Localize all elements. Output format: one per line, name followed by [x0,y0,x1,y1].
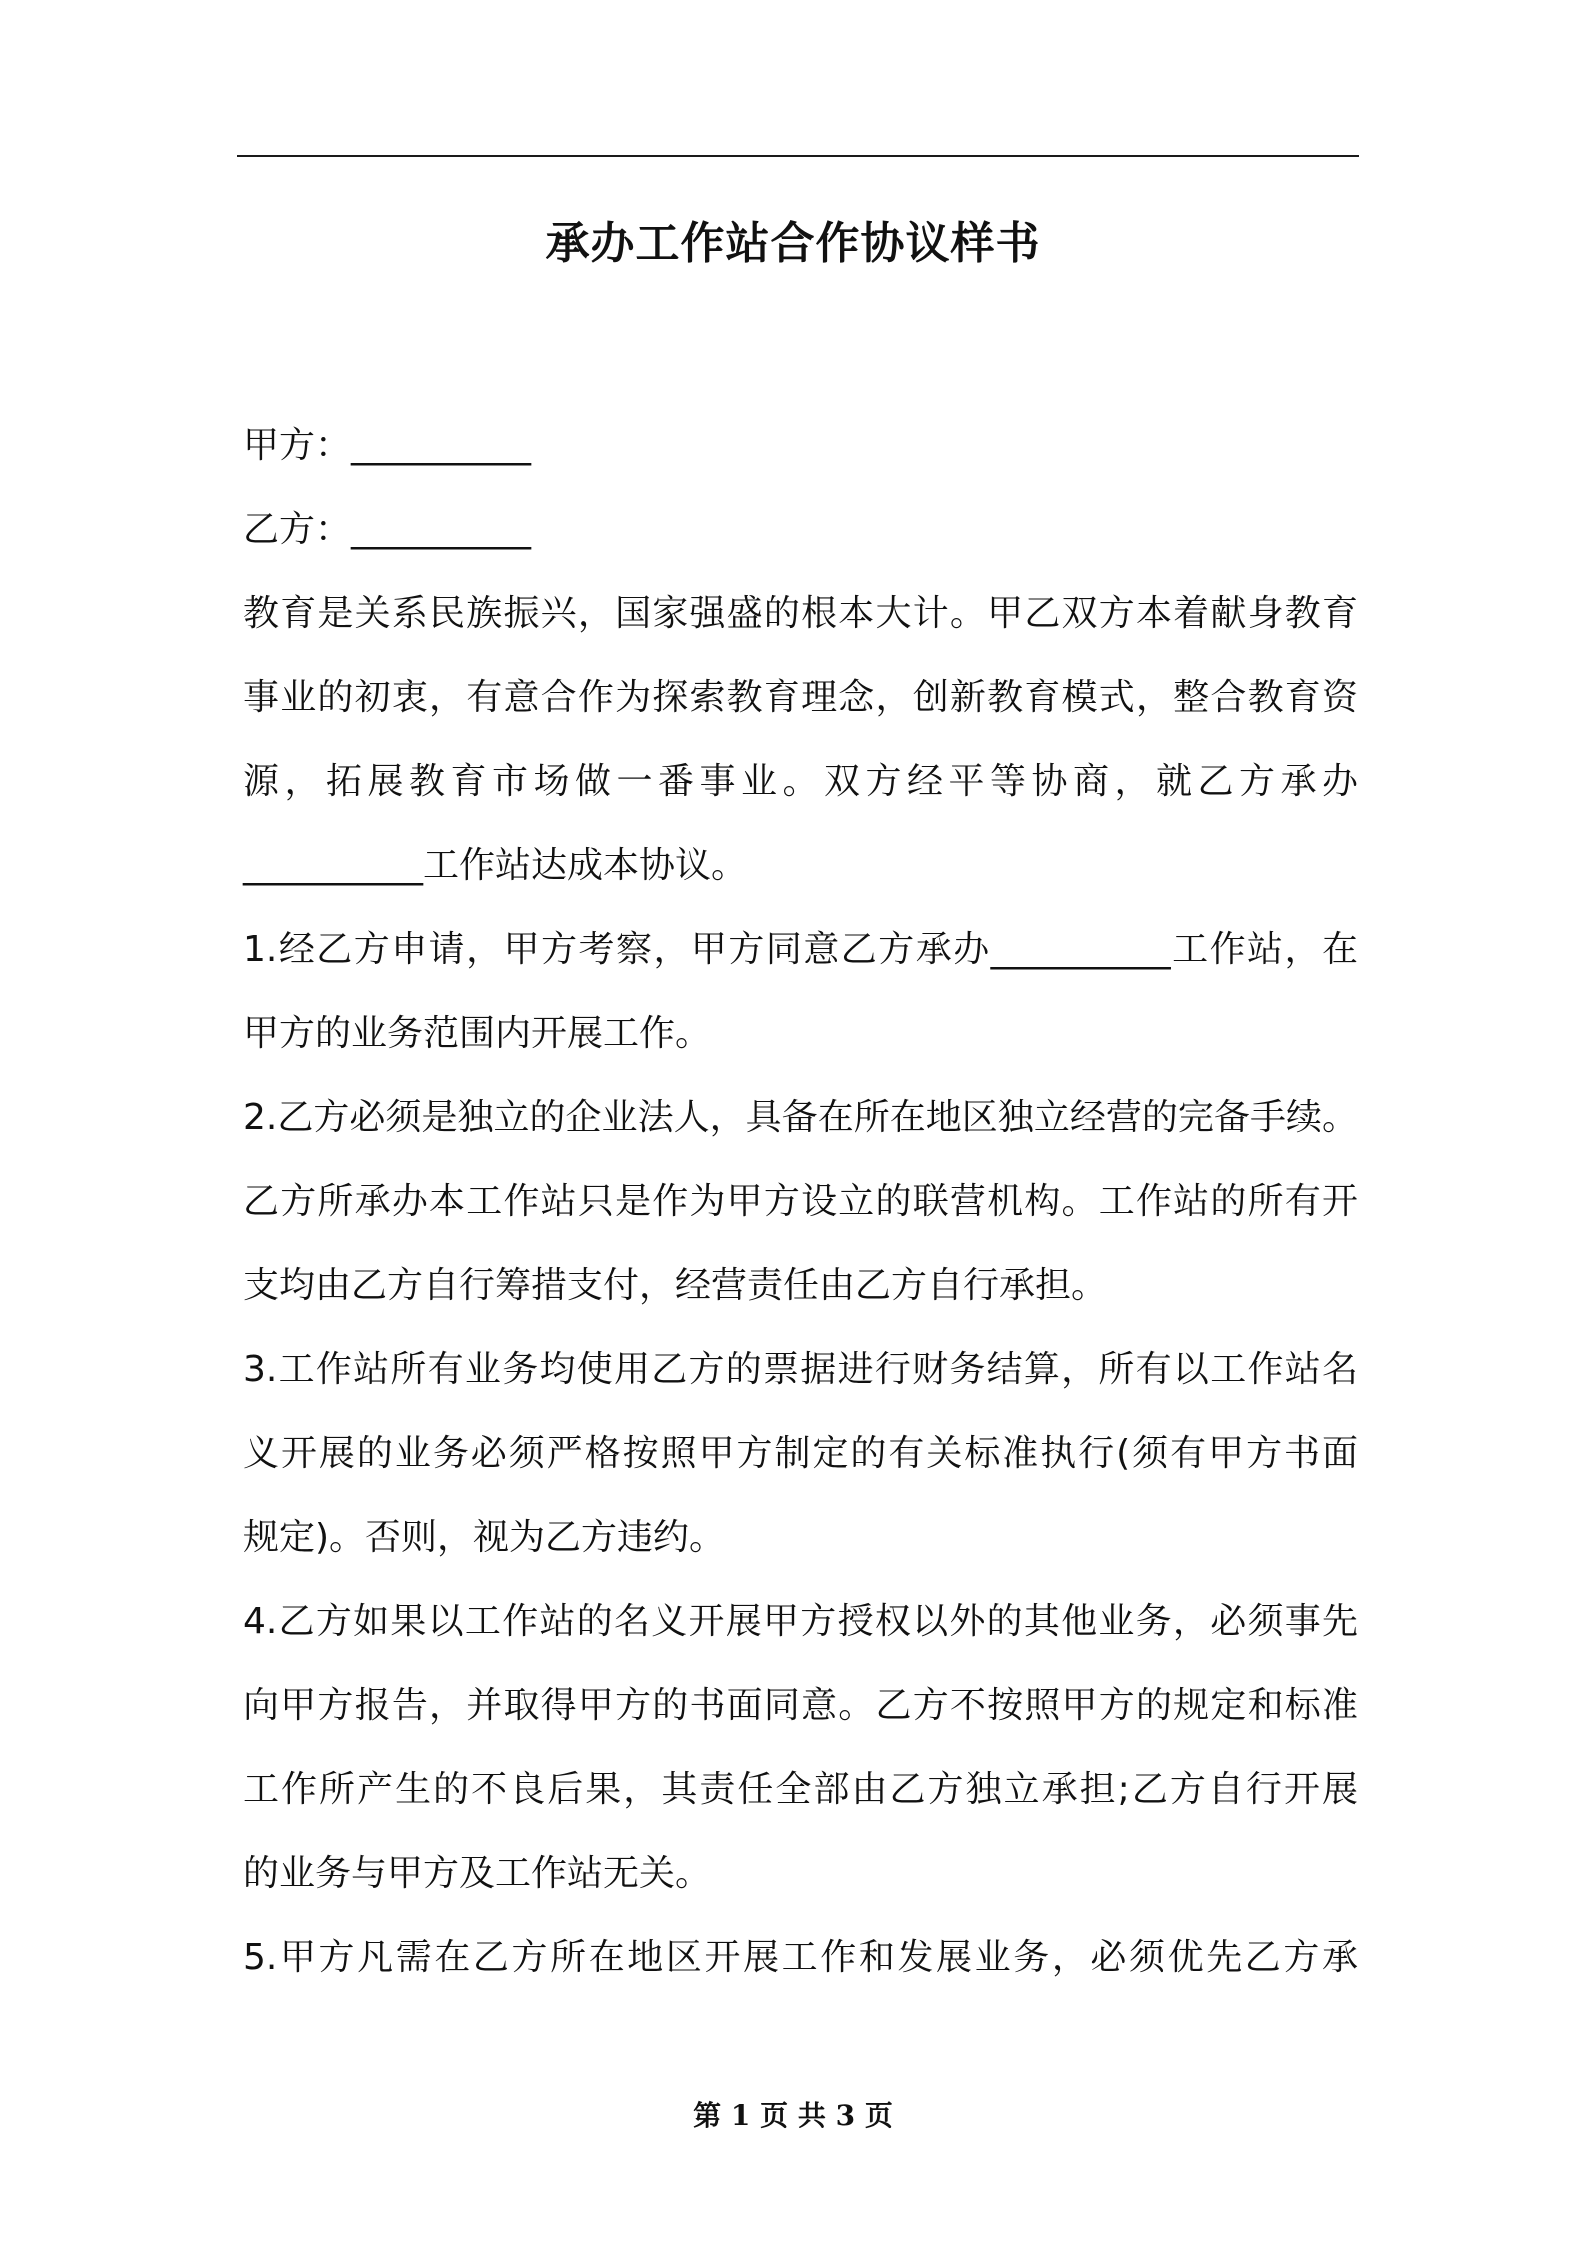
body-line: 4.乙方如果以工作站的名义开展甲方授权以外的其他业务，必须事先 [243,1601,1358,1642]
body-line: 规定)。否则，视为乙方违约。 [243,1517,726,1558]
body-line: 事业的初衷，有意合作为探索教育理念，创新教育模式，整合教育资 [243,677,1358,718]
body-line: 乙方所承办本工作站只是作为甲方设立的联营机构。工作站的所有开 [243,1181,1358,1222]
body-line: 支均由乙方自行筹措支付，经营责任由乙方自行承担。 [243,1265,1108,1306]
body-line: 甲方的业务范围内开展工作。 [243,1013,712,1054]
document-title: 承办工作站合作协议样书 [545,218,1041,269]
body-line: 工作所产生的不良后果，其责任全部由乙方独立承担;乙方自行开展 [243,1769,1358,1810]
body-line: 义开展的业务必须严格按照甲方制定的有关标准执行(须有甲方书面 [243,1433,1358,1474]
body-line: 3.工作站所有业务均使用乙方的票据进行财务结算，所有以工作站名 [243,1349,1358,1390]
body-line: 源，拓展教育市场做一番事业。双方经平等协商，就乙方承办 [243,761,1358,802]
body-line: 2.乙方必须是独立的企业法人，具备在所在地区独立经营的完备手续。 [243,1097,1358,1138]
page-number-footer: 第 1 页 共 3 页 [693,2099,893,2132]
body-line: __________工作站达成本协议。 [243,845,748,886]
body-line: 甲方：__________ [243,425,532,466]
body-line: 向甲方报告，并取得甲方的书面同意。乙方不按照甲方的规定和标准 [243,1685,1358,1726]
body-line: 乙方：__________ [243,509,532,550]
header-rule [237,155,1359,157]
body-line: 1.经乙方申请，甲方考察，甲方同意乙方承办__________工作站，在 [243,929,1358,970]
body-line: 教育是关系民族振兴，国家强盛的根本大计。甲乙双方本着献身教育 [243,593,1358,634]
body-line: 5.甲方凡需在乙方所在地区开展工作和发展业务，必须优先乙方承 [243,1937,1358,1978]
body-line: 的业务与甲方及工作站无关。 [243,1853,712,1894]
document-body [243,404,1358,2000]
